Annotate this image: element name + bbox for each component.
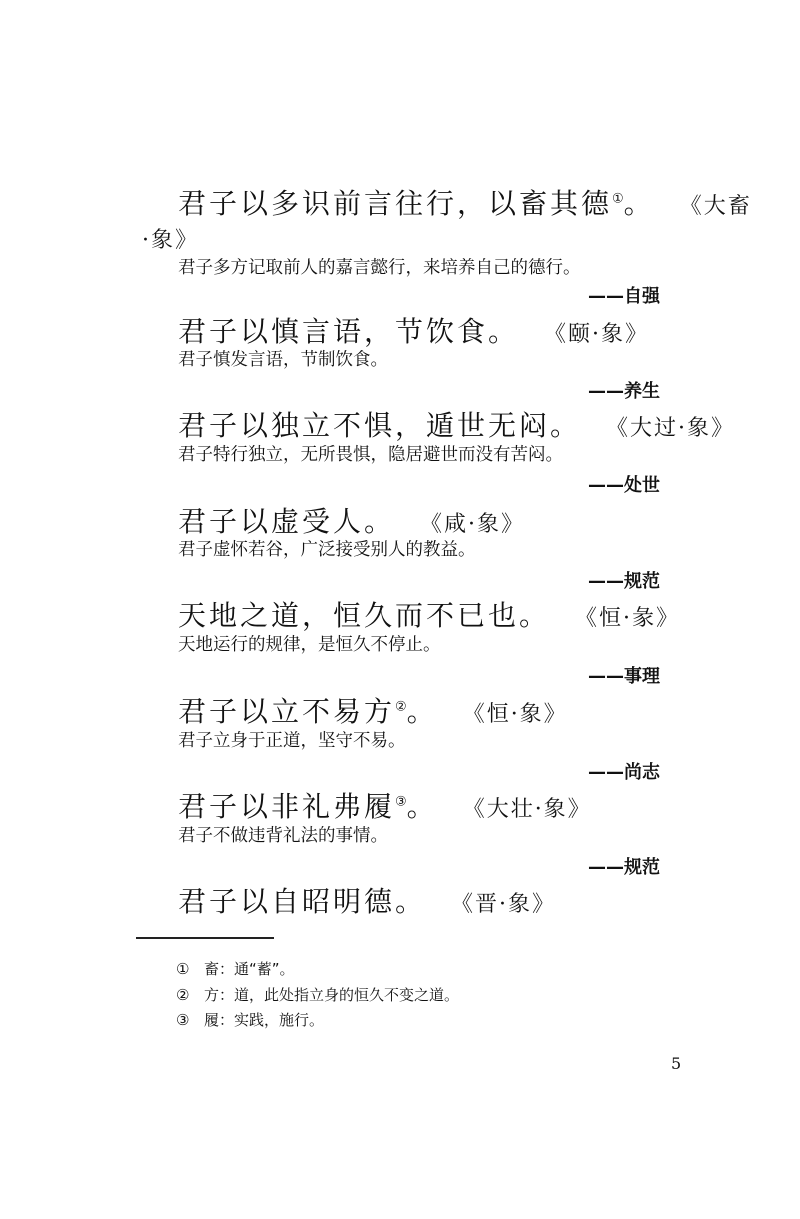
category-label: ——事理 bbox=[588, 666, 660, 687]
quote-text: 君子以自昭明德。 bbox=[178, 885, 427, 918]
category-label: ——处世 bbox=[588, 475, 660, 496]
footnote bbox=[176, 1013, 324, 1028]
translation: 君子虚怀若谷，广泛接受别人的教益。 bbox=[178, 540, 476, 560]
quote-punct: 。 bbox=[406, 695, 438, 728]
quote-punct: 。 bbox=[406, 790, 438, 823]
quote-line bbox=[178, 315, 650, 348]
category-label: ——尚志 bbox=[588, 762, 660, 783]
quote-line bbox=[178, 599, 681, 632]
category-label: ——规范 bbox=[588, 857, 660, 878]
footnote-text: 畜：通“蓄”。 bbox=[204, 960, 295, 978]
quote-line bbox=[178, 885, 557, 918]
footnote-ref: ③ bbox=[395, 794, 407, 810]
footnote-text: 履：实践，施行。 bbox=[204, 1011, 325, 1029]
quote-source: 《晋·象》 bbox=[462, 892, 557, 917]
quote-text: 君子以立不易方 bbox=[178, 695, 396, 728]
quote-source: 《恒·象》 bbox=[473, 702, 568, 727]
footnote bbox=[176, 962, 295, 977]
footnote-ref: ① bbox=[612, 191, 624, 207]
quote-text: 君子以虚受人。 bbox=[178, 505, 396, 538]
quote-line bbox=[178, 187, 752, 220]
footnote bbox=[176, 988, 459, 1003]
quote-line bbox=[178, 790, 592, 823]
translation: 君子慎发言语，节制饮食。 bbox=[178, 350, 388, 370]
quote-source: 《恒·彖》 bbox=[586, 606, 681, 631]
quote-line bbox=[178, 695, 568, 728]
quote-source: 《大壮·象》 bbox=[473, 797, 592, 822]
quote-source: 《咸·象》 bbox=[431, 512, 526, 537]
category-label: ——自强 bbox=[588, 286, 660, 307]
translation: 天地运行的规律，是恒久不停止。 bbox=[178, 635, 441, 655]
quote-punct: 。 bbox=[623, 187, 655, 220]
quote-source: 《颐·象》 bbox=[555, 322, 650, 347]
category-label: ——养生 bbox=[588, 381, 660, 402]
page-number: 5 bbox=[671, 1054, 682, 1073]
quote-source: 《大畜 bbox=[690, 194, 752, 219]
translation: 君子不做违背礼法的事情。 bbox=[178, 826, 388, 846]
quote-line bbox=[178, 409, 736, 442]
footnote-number: ① bbox=[176, 960, 190, 978]
translation: 君子多方记取前人的嘉言懿行，来培养自己的德行。 bbox=[178, 258, 581, 278]
quote-text: 君子以慎言语，节饮食。 bbox=[178, 315, 520, 348]
footnote-number: ③ bbox=[176, 1011, 190, 1029]
quote-line bbox=[178, 505, 526, 538]
quote-text: 君子以多识前言往行，以畜其德 bbox=[178, 187, 613, 220]
footnote-text: 方：道，此处指立身的恒久不变之道。 bbox=[204, 986, 460, 1004]
footnote-divider bbox=[136, 937, 274, 939]
translation: 君子特行独立，无所畏惧，隐居避世而没有苦闷。 bbox=[178, 445, 563, 465]
category-label: ——规范 bbox=[588, 571, 660, 592]
translation: 君子立身于正道，坚守不易。 bbox=[178, 731, 406, 751]
footnote-ref: ② bbox=[395, 699, 407, 715]
quote-source-continued: ·象》 bbox=[142, 228, 199, 253]
quote-source: 《大过·象》 bbox=[617, 416, 736, 441]
quote-text: 天地之道，恒久而不已也。 bbox=[178, 599, 551, 632]
footnote-number: ② bbox=[176, 986, 190, 1004]
quote-text: 君子以独立不惧，遁世无闷。 bbox=[178, 409, 582, 442]
quote-text: 君子以非礼弗履 bbox=[178, 790, 396, 823]
